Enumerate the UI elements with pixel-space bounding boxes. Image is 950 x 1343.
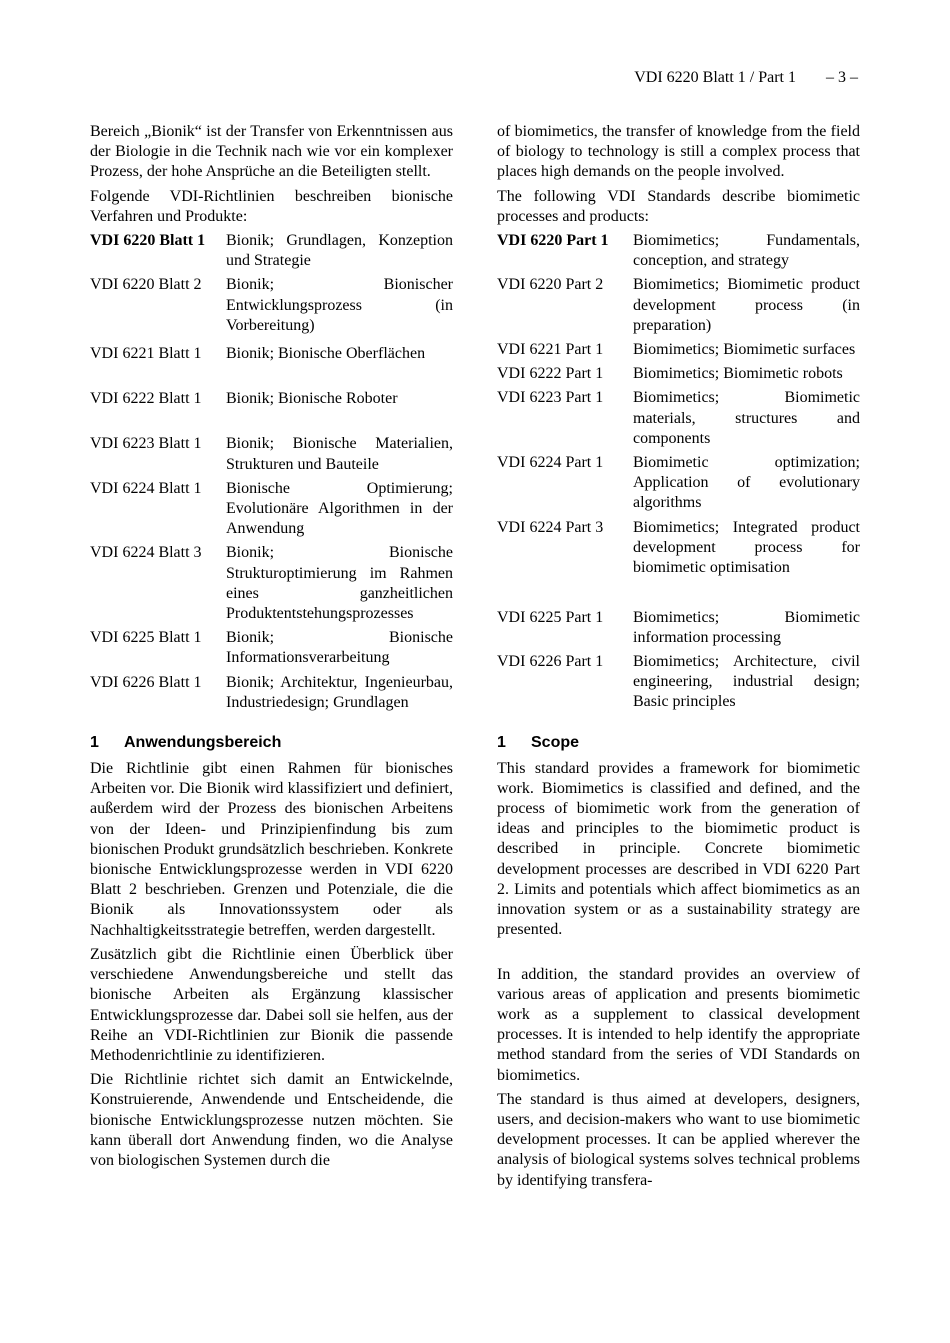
standard-title: Bionik; Bionische Roboter — [226, 390, 398, 408]
standard-entry — [90, 628, 453, 668]
standard-title: Bionik; Bionische Oberflächen — [226, 345, 426, 363]
standard-entry — [497, 608, 860, 648]
body-paragraph: This standard provides a framework for biomimetic work. Biomimetics is classified and defined, and the process of biomimetic work from the generation of ideas and principles to the biomimetic product is described in principle. Concrete biomimetic development processes are described in VDI 6220 Part 2. Limits and potentials which affect biomimetics as an innovation system or as a sustainability strategy are presented. — [497, 759, 860, 939]
standard-code: VDI 6220 Blatt 1 — [90, 232, 206, 250]
standard-entry — [497, 340, 860, 360]
standard-title: Biomimetics; Biomimetic product development process (in preparation) — [633, 276, 860, 334]
section-heading — [497, 733, 860, 753]
standard-code: VDI 6226 Part 1 — [497, 653, 604, 671]
standard-entry — [90, 344, 453, 385]
standard-code: VDI 6224 Part 3 — [497, 518, 604, 536]
english-column — [497, 122, 860, 1195]
standard-entry — [497, 453, 860, 514]
section-title: Anwendungsbereich — [124, 734, 282, 752]
page-header — [634, 68, 858, 88]
standard-title: Bionik; Architektur, Ingenieurbau, Industriedesign; Grundlagen — [226, 673, 453, 711]
standard-code: VDI 6224 Blatt 3 — [90, 544, 202, 562]
standard-entry — [90, 231, 453, 271]
standard-code: VDI 6220 Part 2 — [497, 276, 604, 294]
german-column — [90, 122, 453, 1175]
standard-title: Biomimetics; Architecture, civil engineering, industrial design; Basic principles — [633, 653, 860, 711]
standard-entry — [497, 364, 860, 384]
section-title: Scope — [531, 733, 580, 751]
standard-code: VDI 6222 Blatt 1 — [90, 390, 202, 408]
standard-entry — [90, 389, 453, 430]
standard-title: Bionik; Bionische Materialien, Strukturen und Bauteile — [226, 435, 453, 473]
body-paragraph: Die Richtlinie richtet sich damit an Entwickelnde, Konstruierende, Anwendende und Entscheidende, die bionische Entwicklungsprozesse nutzen möchten. Sie kann überall dort Anwendung finden, wo die Analyse von biologischen Systemen durch die — [90, 1071, 453, 1169]
standard-entry — [90, 479, 453, 540]
section-heading — [90, 733, 453, 753]
standard-entry — [497, 231, 860, 271]
body-paragraph: Die Richtlinie gibt einen Rahmen für bionisches Arbeiten vor. Die Bionik wird klassifiziert und definiert, außerdem wird der Prozess des bionischen Arbeitens von der Ideen- und Prinzipienfindung bis zum bionischen Produkt grundsätzlich beschrieben. Konkrete bionische Entwicklungsprozesse werden in VDI 6220 Blatt 2 beschrieben. Grenzen und Potenziale, die die Bionik als Innovationssystem oder als Nachhaltigkeitsstrategie betreffen, werden dargestellt. — [90, 760, 453, 939]
standard-title: Biomimetics; Fundamentals, conception, and strategy — [633, 232, 860, 270]
section-number: 1 — [497, 733, 506, 751]
standards-intro: The following VDI Standards describe biomimetic processes and products: — [497, 187, 860, 225]
standards-intro: Folgende VDI-Richtlinien beschreiben bionische Verfahren und Produkte: — [90, 187, 453, 225]
standard-title: Bionik; Bionische Informationsverarbeitung — [226, 629, 453, 667]
standard-entry — [90, 275, 453, 340]
standard-entry — [90, 673, 453, 713]
standard-title: Biomimetics; Biomimetic surfaces — [633, 341, 856, 359]
standard-code: VDI 6220 Blatt 2 — [90, 276, 202, 294]
standard-title: Biomimetics; Biomimetic robots — [633, 365, 843, 383]
standard-code: VDI 6221 Blatt 1 — [90, 345, 202, 363]
standard-code: VDI 6224 Blatt 1 — [90, 479, 202, 497]
standard-code: VDI 6223 Part 1 — [497, 389, 604, 407]
standard-code: VDI 6221 Part 1 — [497, 341, 604, 359]
standard-entry — [497, 388, 860, 449]
standard-title: Bionik; Grundlagen, Konzeption und Strategie — [226, 232, 453, 270]
standard-title: Biomimetic optimization; Application of evolutionary algorithms — [633, 454, 860, 512]
standard-code: VDI 6224 Part 1 — [497, 454, 604, 472]
body-paragraph: The standard is thus aimed at developers, designers, users, and decision-makers who want to use biomimetic development processes. It can be applied wherever the analysis of biological systems solves technical problems by identifying transfera- — [497, 1090, 860, 1189]
standard-entry — [90, 434, 453, 474]
standard-entry — [497, 652, 860, 713]
body-paragraph: Zusätzlich gibt die Richtlinie einen Überblick über verschiedene Anwendungsbereiche und stellt das bionische Arbeiten als Ergänzung klassischer Entwicklungsprozesse dar. Dabei soll sie helfen, aus der Reihe an VDI-Richtlinien zur Bionik die passende Methodenrichtlinie zu identifizieren. — [90, 945, 453, 1064]
standard-title: Bionik; Bionische Strukturoptimierung im Rahmen eines ganzheitlichen Produktentstehungsprozesses — [226, 544, 453, 623]
standard-code: VDI 6223 Blatt 1 — [90, 435, 202, 453]
standard-code: VDI 6220 Part 1 — [497, 232, 609, 250]
standard-title: Biomimetics; Biomimetic information processing — [633, 608, 860, 646]
standard-code: VDI 6225 Blatt 1 — [90, 629, 202, 647]
page-number: – 3 – — [826, 69, 858, 86]
standard-title: Biomimetics; Biomimetic materials, structures and components — [633, 389, 860, 447]
standard-title: Biomimetics; Integrated product development process for biomimetic optimisation — [633, 518, 860, 577]
standard-code: VDI 6226 Blatt 1 — [90, 673, 202, 691]
standard-entry — [497, 518, 860, 604]
standard-entry — [497, 275, 860, 336]
standard-code: VDI 6225 Part 1 — [497, 608, 604, 626]
body-paragraph: In addition, the standard provides an overview of various areas of application and presents biomimetic work as a supplement to classical development processes. It is intended to help identify the appropriate method standard from the series of VDI Standards on biomimetics. — [497, 965, 860, 1084]
standard-title: Bionik; Bionischer Entwicklungsprozess (in Vorbereitung) — [226, 276, 453, 334]
standard-title: Bionische Optimierung; Evolutionäre Algorithmen in der Anwendung — [226, 479, 453, 538]
section-number: 1 — [90, 734, 99, 752]
document-id: VDI 6220 Blatt 1 / Part 1 — [634, 69, 796, 86]
standard-entry — [90, 543, 453, 624]
intro-paragraph: of biomimetics, the transfer of knowledge from the field of biology to technology is still a complex process that places high demands on the people involved. — [497, 123, 860, 181]
standard-code: VDI 6222 Part 1 — [497, 365, 604, 383]
intro-paragraph: Bereich „Bionik“ ist der Transfer von Erkenntnissen aus der Biologie in die Technik nach wie vor ein komplexer Prozess, der hohe Ansprüche an die Beteiligten stellt. — [90, 123, 453, 181]
